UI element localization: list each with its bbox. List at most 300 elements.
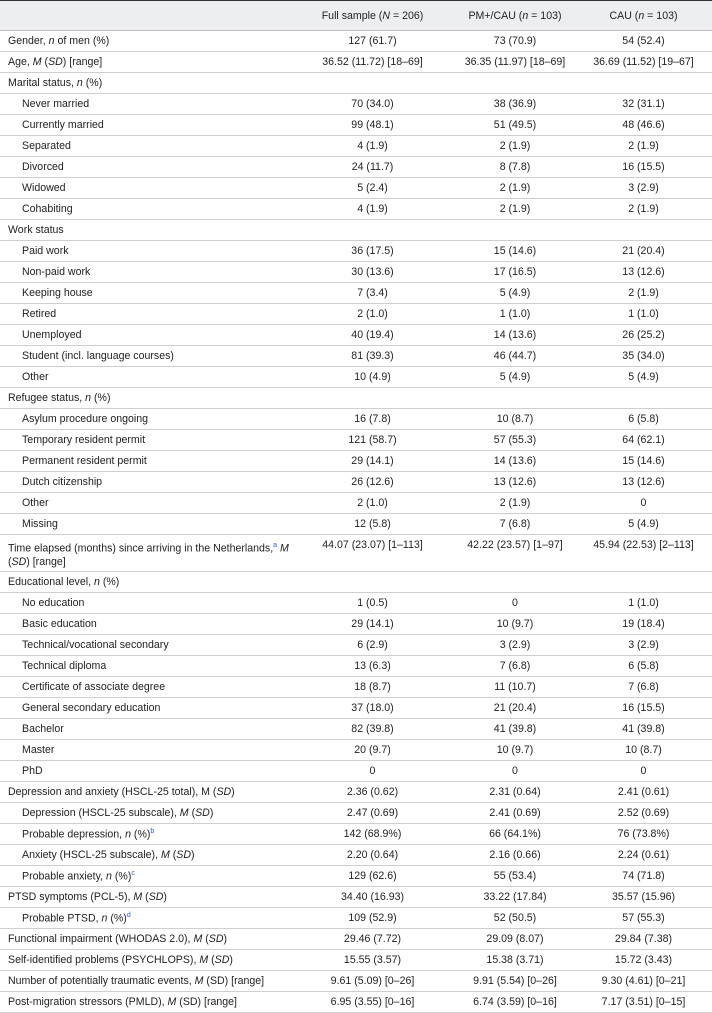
label-text: Time elapsed (months) since arriving in the Netherlands, <box>8 542 274 555</box>
value-pm-cau: 17 (16.5) <box>455 262 575 283</box>
row-label <box>0 241 290 262</box>
value-cau: 0 <box>575 493 712 514</box>
label-text: ) [range] <box>62 56 103 68</box>
value-pm-cau: 38 (36.9) <box>455 94 575 115</box>
value-full-sample <box>290 572 455 593</box>
value-full-sample: 37 (18.0) <box>290 698 455 719</box>
table-row <box>0 782 712 803</box>
row-label <box>0 346 290 367</box>
value-cau: 1 (1.0) <box>575 304 712 325</box>
table-row <box>0 761 712 782</box>
label-text: ) <box>163 891 167 903</box>
label-text: Unemployed <box>22 329 82 341</box>
label-text: = 103) <box>528 9 562 22</box>
table-row <box>0 430 712 451</box>
table-row <box>0 971 712 992</box>
label-text: ( <box>8 555 12 568</box>
value-full-sample: 99 (48.1) <box>290 115 455 136</box>
header-cau <box>575 1 712 31</box>
value-pm-cau: 5 (4.9) <box>455 367 575 388</box>
table-row <box>0 325 712 346</box>
table-row <box>0 304 712 325</box>
value-pm-cau: 2 (1.9) <box>455 136 575 157</box>
label-text: Retired <box>22 308 57 320</box>
row-label <box>0 367 290 388</box>
label-text: Refugee status, <box>8 392 86 404</box>
value-full-sample: 142 (68.9%) <box>290 824 455 845</box>
label-text: PM+/CAU ( <box>468 9 523 22</box>
value-full-sample: 121 (58.7) <box>290 430 455 451</box>
value-full-sample: 2.47 (0.69) <box>290 803 455 824</box>
table-row <box>0 31 712 52</box>
value-full-sample: 9.61 (5.09) [0–26] <box>290 971 455 992</box>
table-row <box>0 614 712 635</box>
table-row <box>0 136 712 157</box>
label-text: ) <box>223 933 228 945</box>
row-label <box>0 514 290 535</box>
value-cau <box>575 572 712 593</box>
value-pm-cau: 15 (14.6) <box>455 241 575 262</box>
table-row <box>0 887 712 908</box>
value-full-sample <box>290 220 455 241</box>
label-text: Probable depression, <box>22 828 126 841</box>
footnote-marker: a <box>273 542 278 549</box>
value-pm-cau <box>455 388 575 409</box>
value-cau: 21 (20.4) <box>575 241 712 262</box>
label-text: ( <box>169 849 177 861</box>
row-label <box>0 845 290 866</box>
table-row <box>0 451 712 472</box>
label-text: Number of potentially traumatic events, <box>8 975 195 987</box>
value-full-sample: 2 (1.0) <box>290 304 455 325</box>
table-row <box>0 388 712 409</box>
value-full-sample: 20 (9.7) <box>290 740 455 761</box>
row-label <box>0 761 290 782</box>
value-cau: 2 (1.9) <box>575 199 712 220</box>
table-row <box>0 635 712 656</box>
label-text: Depression (HSCL-25 subscale), <box>22 807 180 819</box>
value-cau: 64 (62.1) <box>575 430 712 451</box>
value-cau: 2.41 (0.61) <box>575 782 712 803</box>
row-label <box>0 136 290 157</box>
value-pm-cau: 1 (1.0) <box>455 304 575 325</box>
value-full-sample: 36 (17.5) <box>290 241 455 262</box>
row-label <box>0 94 290 115</box>
value-full-sample: 1 (0.5) <box>290 593 455 614</box>
footnote-marker: c <box>131 869 135 877</box>
row-label <box>0 472 290 493</box>
label-text: Temporary resident permit <box>22 434 146 446</box>
value-pm-cau: 41 (39.8) <box>455 719 575 740</box>
value-full-sample: 24 (11.7) <box>290 157 455 178</box>
row-label <box>0 430 290 451</box>
value-pm-cau: 21 (20.4) <box>455 698 575 719</box>
value-pm-cau: 2.16 (0.66) <box>455 845 575 866</box>
value-cau: 2 (1.9) <box>575 283 712 304</box>
label-text: Bachelor <box>22 723 64 735</box>
value-full-sample: 29.46 (7.72) <box>290 929 455 950</box>
label-text: Educational level, <box>8 576 94 588</box>
value-cau: 45.94 (22.53) [2–113] <box>575 535 712 572</box>
value-full-sample: 6.95 (3.55) [0–16] <box>290 992 455 1013</box>
label-text: n <box>93 576 100 588</box>
value-pm-cau: 6.74 (3.59) [0–16] <box>455 992 575 1013</box>
table-row <box>0 262 712 283</box>
label-text: M <box>133 891 143 903</box>
row-label <box>0 803 290 824</box>
table-row <box>0 824 712 845</box>
header-row <box>0 1 712 31</box>
value-full-sample: 12 (5.8) <box>290 514 455 535</box>
table-row <box>0 719 712 740</box>
value-full-sample: 2 (1.0) <box>290 493 455 514</box>
table-row <box>0 220 712 241</box>
label-text: Certificate of associate degree <box>22 681 166 693</box>
row-label <box>0 656 290 677</box>
row-label <box>0 220 290 241</box>
footnote-marker: d <box>126 911 131 919</box>
label-text: M <box>280 542 289 555</box>
value-pm-cau: 2 (1.9) <box>455 178 575 199</box>
value-full-sample: 82 (39.8) <box>290 719 455 740</box>
label-text: Anxiety (HSCL-25 subscale), <box>22 849 161 861</box>
value-full-sample <box>290 388 455 409</box>
value-pm-cau: 8 (7.8) <box>455 157 575 178</box>
label-text: n <box>85 392 92 404</box>
row-label <box>0 178 290 199</box>
label-text: M <box>199 954 209 966</box>
value-pm-cau: 14 (13.6) <box>455 451 575 472</box>
value-pm-cau: 14 (13.6) <box>455 325 575 346</box>
row-label <box>0 866 290 887</box>
label-text: Other <box>22 497 49 509</box>
value-cau <box>575 73 712 94</box>
value-full-sample: 18 (8.7) <box>290 677 455 698</box>
table-row <box>0 115 712 136</box>
value-pm-cau: 57 (55.3) <box>455 430 575 451</box>
label-text: SD <box>216 786 232 798</box>
label-text: (SD) [range] <box>203 975 265 987</box>
value-full-sample: 109 (52.9) <box>290 908 455 929</box>
value-pm-cau: 10 (9.7) <box>455 614 575 635</box>
table-row <box>0 346 712 367</box>
value-pm-cau: 52 (50.5) <box>455 908 575 929</box>
label-text: Self-identified problems (PSYCHLOPS), <box>8 954 200 966</box>
row-label <box>0 409 290 430</box>
label-text: M <box>160 849 170 861</box>
row-label <box>0 719 290 740</box>
value-pm-cau: 5 (4.9) <box>455 283 575 304</box>
label-text: Currently married <box>22 119 104 131</box>
label-text: M <box>194 975 204 987</box>
label-text: ( <box>208 954 215 966</box>
label-text: N <box>382 9 390 22</box>
table-row <box>0 656 712 677</box>
label-text: n <box>638 9 645 22</box>
value-pm-cau: 36.35 (11.97) [18–69] <box>455 52 575 73</box>
label-text: M <box>32 56 42 68</box>
value-full-sample: 4 (1.9) <box>290 199 455 220</box>
label-text: ( <box>142 891 149 903</box>
label-text: of men (%) <box>54 35 110 47</box>
label-text: Dutch citizenship <box>22 476 103 488</box>
label-text: (%) <box>82 77 103 89</box>
value-pm-cau: 0 <box>455 761 575 782</box>
label-text: SD <box>208 933 224 945</box>
table-body <box>0 31 712 1013</box>
row-label <box>0 908 290 929</box>
value-pm-cau: 51 (49.5) <box>455 115 575 136</box>
label-text: Other <box>22 371 49 383</box>
table-row <box>0 367 712 388</box>
value-cau: 54 (52.4) <box>575 31 712 52</box>
value-cau: 29.84 (7.38) <box>575 929 712 950</box>
value-pm-cau: 46 (44.7) <box>455 346 575 367</box>
row-label <box>0 572 290 593</box>
value-cau: 9.30 (4.61) [0–21] <box>575 971 712 992</box>
label-text: Post-migration stressors (PMLD), <box>8 996 168 1008</box>
value-cau: 6 (5.8) <box>575 409 712 430</box>
value-cau: 3 (2.9) <box>575 178 712 199</box>
label-text: Full sample ( <box>321 9 383 22</box>
label-text: ( <box>41 56 49 68</box>
row-label <box>0 824 290 845</box>
value-full-sample: 34.40 (16.93) <box>290 887 455 908</box>
label-text: = 103) <box>644 9 678 22</box>
table-row <box>0 929 712 950</box>
row-label <box>0 614 290 635</box>
table-row <box>0 493 712 514</box>
table-row <box>0 908 712 929</box>
table-row <box>0 950 712 971</box>
row-label <box>0 782 290 803</box>
label-text: Technical diploma <box>22 660 107 672</box>
row-label <box>0 887 290 908</box>
table-row <box>0 698 712 719</box>
value-cau: 19 (18.4) <box>575 614 712 635</box>
label-text: ) <box>190 849 195 861</box>
value-cau: 13 (12.6) <box>575 262 712 283</box>
table-row <box>0 572 712 593</box>
row-label <box>0 157 290 178</box>
label-text: M <box>179 807 189 819</box>
value-pm-cau: 0 <box>455 593 575 614</box>
label-text: ) <box>231 786 235 798</box>
label-text: PTSD symptoms (PCL-5), <box>8 891 134 903</box>
row-label <box>0 493 290 514</box>
value-cau: 36.69 (11.52) [19–67] <box>575 52 712 73</box>
label-text: (%) <box>130 828 151 841</box>
row-label <box>0 677 290 698</box>
row-label <box>0 388 290 409</box>
table-row <box>0 677 712 698</box>
label-text: (%) <box>91 392 111 404</box>
label-text: n <box>522 9 529 22</box>
label-text: SD <box>48 56 63 68</box>
value-pm-cau: 2 (1.9) <box>455 493 575 514</box>
label-text: Work status <box>8 224 64 236</box>
table-row <box>0 514 712 535</box>
table-row <box>0 199 712 220</box>
value-cau: 2 (1.9) <box>575 136 712 157</box>
table-row <box>0 73 712 94</box>
table-row <box>0 740 712 761</box>
value-full-sample: 30 (13.6) <box>290 262 455 283</box>
value-full-sample: 15.55 (3.57) <box>290 950 455 971</box>
value-full-sample: 2.36 (0.62) <box>290 782 455 803</box>
row-label <box>0 262 290 283</box>
row-label <box>0 115 290 136</box>
value-full-sample: 16 (7.8) <box>290 409 455 430</box>
value-pm-cau: 73 (70.9) <box>455 31 575 52</box>
row-label <box>0 73 290 94</box>
value-cau: 5 (4.9) <box>575 514 712 535</box>
footnote-marker: b <box>150 827 155 835</box>
label-text: n <box>76 77 83 89</box>
row-label <box>0 325 290 346</box>
label-text: General secondary education <box>22 702 161 714</box>
value-pm-cau: 2 (1.9) <box>455 199 575 220</box>
table-row <box>0 803 712 824</box>
table-row <box>0 241 712 262</box>
row-label <box>0 929 290 950</box>
label-text: Basic education <box>22 618 97 630</box>
label-text: SD <box>195 807 210 819</box>
label-text: M <box>193 933 203 945</box>
label-text: CAU ( <box>609 9 639 22</box>
label-text: Paid work <box>22 245 69 257</box>
label-text: Age, <box>8 56 33 68</box>
row-label <box>0 992 290 1013</box>
label-text: n <box>106 870 112 883</box>
value-pm-cau <box>455 572 575 593</box>
row-label <box>0 52 290 73</box>
value-cau: 57 (55.3) <box>575 908 712 929</box>
value-pm-cau: 42.22 (23.57) [1–97] <box>455 535 575 572</box>
value-cau: 6 (5.8) <box>575 656 712 677</box>
value-cau: 16 (15.5) <box>575 698 712 719</box>
table-row <box>0 472 712 493</box>
row-label <box>0 31 290 52</box>
label-text: Depression and anxiety (HSCL-25 total), M ( <box>8 786 217 798</box>
value-pm-cau: 2.41 (0.69) <box>455 803 575 824</box>
label-text: n <box>48 35 55 47</box>
label-text: Master <box>22 744 55 756</box>
value-full-sample <box>290 73 455 94</box>
value-pm-cau <box>455 220 575 241</box>
value-cau: 74 (71.8) <box>575 866 712 887</box>
value-pm-cau: 3 (2.9) <box>455 635 575 656</box>
header-pm-cau <box>455 1 575 31</box>
value-pm-cau: 2.31 (0.64) <box>455 782 575 803</box>
value-pm-cau: 9.91 (5.54) [0–26] <box>455 971 575 992</box>
label-text: Probable anxiety, <box>22 870 107 883</box>
value-full-sample: 4 (1.9) <box>290 136 455 157</box>
value-full-sample: 29 (14.1) <box>290 451 455 472</box>
value-full-sample: 44.07 (23.07) [1–113] <box>290 535 455 572</box>
label-text: SD <box>148 891 164 903</box>
table-row <box>0 409 712 430</box>
label-text: Keeping house <box>22 287 93 299</box>
value-cau: 0 <box>575 761 712 782</box>
table-row <box>0 52 712 73</box>
value-cau: 10 (8.7) <box>575 740 712 761</box>
row-label <box>0 635 290 656</box>
value-cau: 7.17 (3.51) [0–15] <box>575 992 712 1013</box>
value-pm-cau <box>455 73 575 94</box>
label-text: No education <box>22 597 85 609</box>
value-cau: 5 (4.9) <box>575 367 712 388</box>
row-label <box>0 451 290 472</box>
row-label <box>0 535 290 572</box>
label-text: Separated <box>22 140 71 152</box>
label-text: Functional impairment (WHODAS 2.0), <box>8 933 194 945</box>
value-full-sample: 40 (19.4) <box>290 325 455 346</box>
label-text: Never married <box>22 98 90 110</box>
label-text: ( <box>188 807 196 819</box>
value-full-sample: 129 (62.6) <box>290 866 455 887</box>
value-full-sample: 2.20 (0.64) <box>290 845 455 866</box>
value-full-sample: 29 (14.1) <box>290 614 455 635</box>
row-label <box>0 283 290 304</box>
label-text: = 206) <box>390 9 424 22</box>
label-text: Marital status, <box>8 77 77 89</box>
label-text: n <box>125 828 131 841</box>
value-cau: 32 (31.1) <box>575 94 712 115</box>
label-text: ) <box>209 807 214 819</box>
label-text: Permanent resident permit <box>22 455 147 467</box>
label-text: Non-paid work <box>22 266 91 278</box>
value-cau: 2.24 (0.61) <box>575 845 712 866</box>
label-text: ) [range] <box>26 555 66 568</box>
value-full-sample: 10 (4.9) <box>290 367 455 388</box>
value-cau: 1 (1.0) <box>575 593 712 614</box>
value-full-sample: 13 (6.3) <box>290 656 455 677</box>
value-cau: 15.72 (3.43) <box>575 950 712 971</box>
value-cau: 2.52 (0.69) <box>575 803 712 824</box>
value-cau: 15 (14.6) <box>575 451 712 472</box>
label-text: n <box>101 912 108 925</box>
value-cau: 41 (39.8) <box>575 719 712 740</box>
value-full-sample: 36.52 (11.72) [18–69] <box>290 52 455 73</box>
value-pm-cau: 33.22 (17.84) <box>455 887 575 908</box>
label-text: Probable PTSD, <box>22 912 102 925</box>
table-row <box>0 535 712 572</box>
table-row <box>0 866 712 887</box>
label-text: Gender, <box>8 35 49 47</box>
table-row <box>0 283 712 304</box>
label-text: SD <box>176 849 191 861</box>
value-cau: 48 (46.6) <box>575 115 712 136</box>
row-label <box>0 593 290 614</box>
value-cau <box>575 220 712 241</box>
value-cau: 16 (15.5) <box>575 157 712 178</box>
label-text: ) <box>229 954 233 966</box>
value-cau: 3 (2.9) <box>575 635 712 656</box>
row-label <box>0 199 290 220</box>
value-pm-cau: 11 (10.7) <box>455 677 575 698</box>
label-text: SD <box>11 555 27 568</box>
row-label <box>0 971 290 992</box>
label-text: Asylum procedure ongoing <box>22 413 149 425</box>
value-cau: 76 (73.8%) <box>575 824 712 845</box>
table-row <box>0 157 712 178</box>
row-label <box>0 740 290 761</box>
value-full-sample: 7 (3.4) <box>290 283 455 304</box>
label-text: SD <box>214 954 230 966</box>
value-full-sample: 6 (2.9) <box>290 635 455 656</box>
value-pm-cau: 66 (64.1%) <box>455 824 575 845</box>
